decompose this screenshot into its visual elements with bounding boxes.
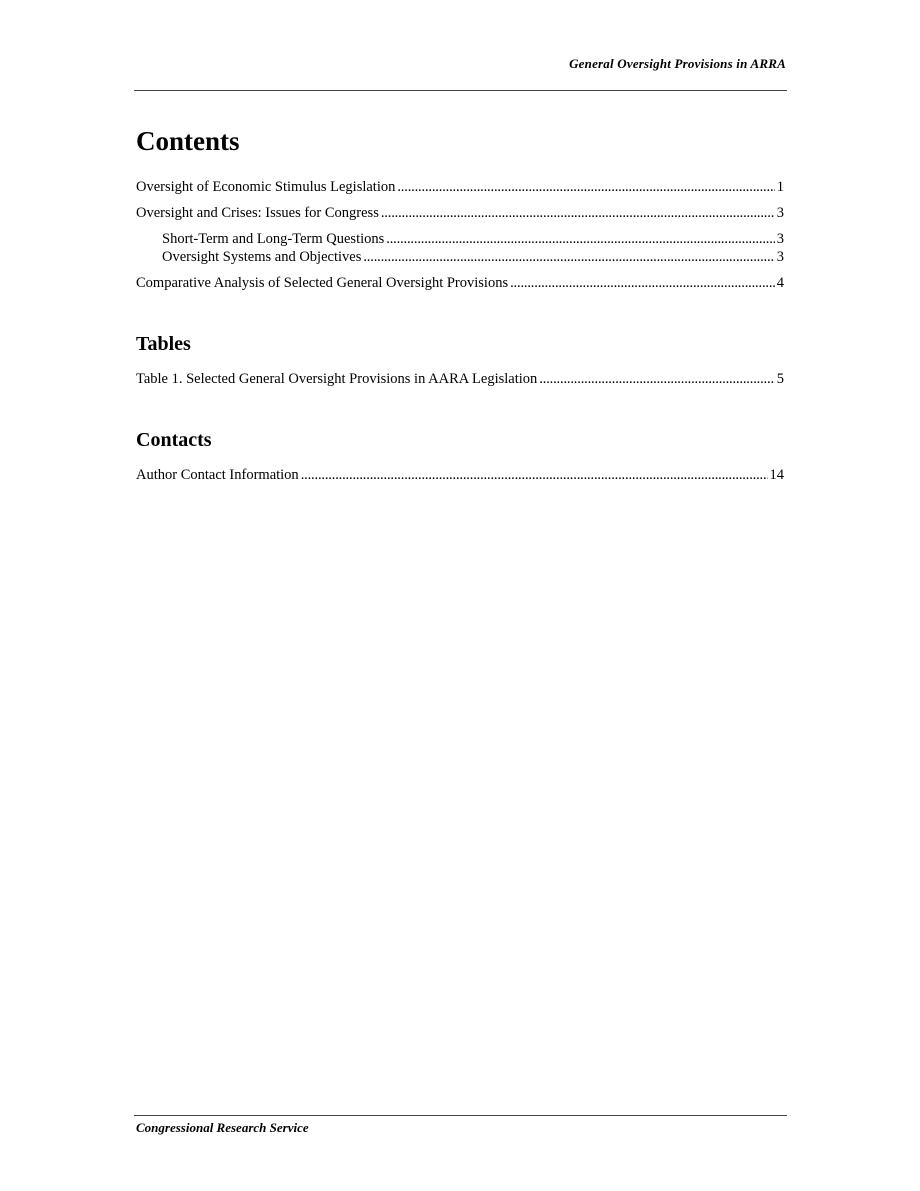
toc-entry-table-1[interactable]	[136, 370, 784, 388]
toc-entry-label: Oversight Systems and Objectives	[162, 249, 362, 265]
toc-entry-label: Short-Term and Long-Term Questions	[162, 231, 385, 247]
dot-leader	[386, 230, 774, 248]
toc-entry-oversight-crises[interactable]	[136, 204, 784, 222]
header-rule	[134, 90, 787, 91]
contents-section	[136, 124, 784, 292]
toc-entry-oversight-economic-stimulus[interactable]	[136, 178, 784, 196]
dot-leader	[510, 274, 775, 292]
toc-entry-page: 14	[769, 467, 784, 483]
toc-entry-page: 3	[776, 205, 784, 221]
footer-rule	[134, 1115, 787, 1116]
dot-leader	[397, 178, 774, 196]
toc-entry-oversight-systems[interactable]	[136, 248, 784, 266]
tables-heading: Tables	[136, 333, 191, 355]
toc-entry-page: 3	[776, 231, 784, 247]
dot-leader	[381, 204, 775, 222]
dot-leader	[301, 466, 768, 484]
toc-entry-short-long-term[interactable]	[136, 230, 784, 248]
toc-entry-author-contact[interactable]	[136, 466, 784, 484]
running-header: General Oversight Provisions in ARRA	[569, 56, 786, 71]
table-of-contents	[136, 124, 784, 524]
toc-entry-label: Oversight of Economic Stimulus Legislation	[136, 179, 396, 195]
toc-entry-page: 4	[776, 275, 784, 291]
toc-entry-page: 1	[776, 179, 784, 195]
toc-entry-label: Table 1. Selected General Oversight Provisions in AARA Legislation	[136, 371, 538, 387]
contents-heading: Contents	[136, 126, 240, 156]
toc-entry-page: 3	[776, 249, 784, 265]
toc-entry-comparative-analysis[interactable]	[136, 274, 784, 292]
running-footer: Congressional Research Service	[136, 1120, 309, 1135]
toc-entry-label: Oversight and Crises: Issues for Congress	[136, 205, 379, 221]
toc-entry-page: 5	[776, 371, 784, 387]
contacts-section	[136, 428, 784, 484]
toc-entry-label: Author Contact Information	[136, 467, 299, 483]
toc-entry-label: Comparative Analysis of Selected General Oversight Provisions	[136, 275, 509, 291]
dot-leader	[363, 248, 774, 266]
tables-section	[136, 332, 784, 388]
dot-leader	[539, 370, 774, 388]
contacts-heading: Contacts	[136, 429, 212, 451]
